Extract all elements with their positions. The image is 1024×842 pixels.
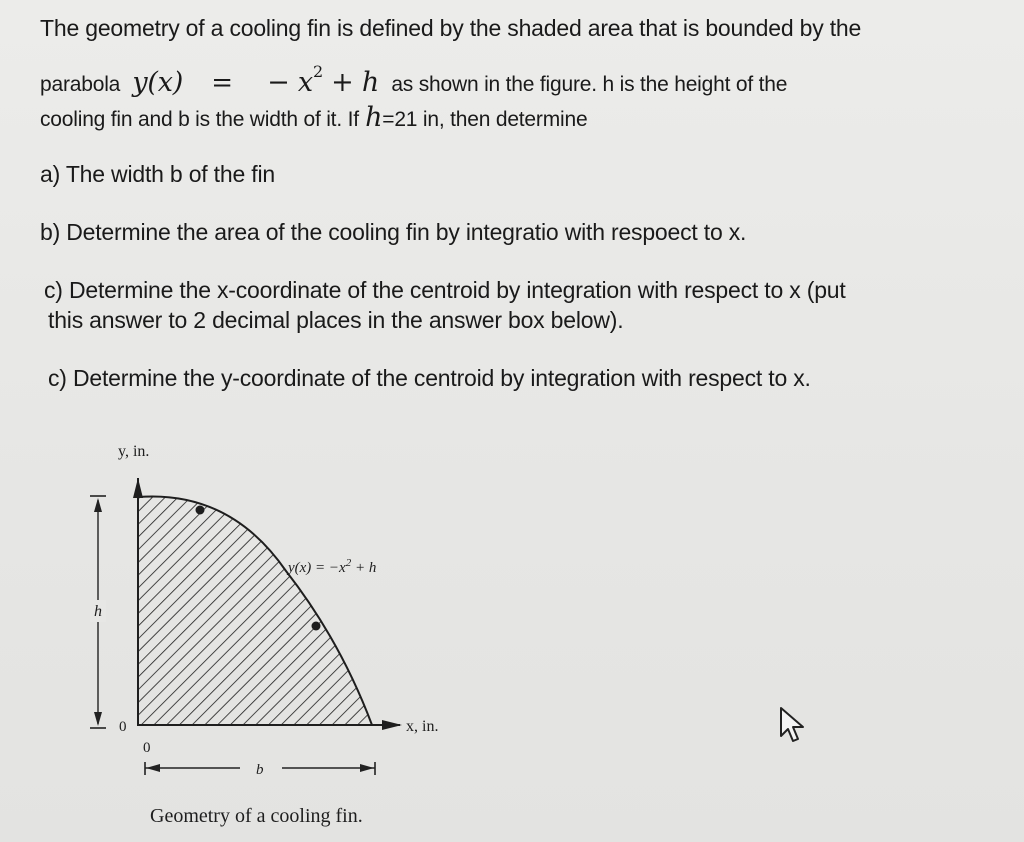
equation-rhs-h: + h: [331, 67, 380, 98]
equation-rhs-exponent: 2: [312, 62, 323, 81]
part-c1-text-1: c) Determine the x-coordinate of the centroid by integration with respect to x (put: [44, 277, 846, 303]
b-dimension-right-arrow: [360, 764, 374, 772]
problem-text-3b: =21 in, then determine: [382, 108, 588, 131]
part-c1-text-2: this answer to 2 decimal places in the answer box below).: [48, 307, 624, 333]
fin-shaded-region: [138, 496, 372, 725]
part-b-text: b) Determine the area of the cooling fin by integratio with respoect to x.: [40, 219, 747, 245]
y-axis-arrowhead: [133, 478, 143, 498]
h-dimension-bottom-arrow: [94, 712, 102, 726]
x-axis-arrowhead: [382, 720, 402, 730]
problem-text-2: as shown in the figure. h is the height of the: [391, 73, 788, 96]
h-symbol: h: [365, 102, 383, 133]
h-dimension-label: h: [94, 603, 102, 620]
curve-equation-main: y(x) = −x: [288, 560, 346, 576]
mouse-pointer-icon: [778, 706, 808, 746]
curve-equation-tail: + h: [351, 560, 377, 576]
h-dimension-top-arrow: [94, 498, 102, 512]
figure-caption: Geometry of a cooling fin.: [150, 805, 363, 827]
origin-x-label: 0: [143, 740, 151, 756]
equation-lhs: y(x): [132, 67, 184, 98]
equation-equals: =: [211, 68, 233, 98]
x-axis-label: x, in.: [406, 718, 439, 735]
origin-y-label: 0: [119, 719, 127, 735]
parabola-word: parabola: [40, 73, 121, 96]
y-axis-label: y, in.: [118, 443, 150, 460]
problem-text-3a: cooling fin and b is the width of it. If: [40, 108, 359, 131]
b-dimension-label: b: [256, 762, 264, 778]
part-a-text: a) The width b of the fin: [40, 161, 275, 187]
curve-point: [312, 622, 321, 631]
curve-equation-label: [286, 557, 376, 576]
equation-rhs-x: − x: [267, 67, 313, 98]
part-c2-text: c) Determine the y-coordinate of the centroid by integration with respect to x.: [48, 365, 811, 391]
problem-text-1: The geometry of a cooling fin is defined by the shaded area that is bounded by the: [40, 15, 862, 41]
b-dimension-left-arrow: [146, 764, 160, 772]
curve-equation-exponent: 2: [345, 557, 352, 569]
curve-point: [196, 506, 205, 515]
